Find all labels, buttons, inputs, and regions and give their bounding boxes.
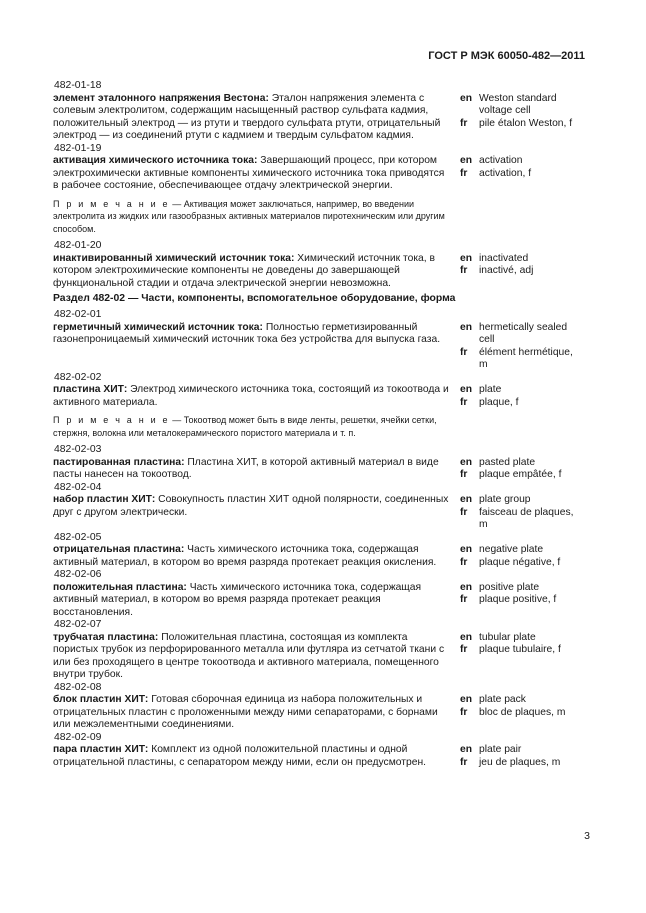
french-term: plaque, f [479,396,519,408]
term-name: элемент эталонного напряжения Вестона: [53,92,269,104]
lang-code-fr: fr [460,506,468,518]
translations [460,744,583,769]
lang-code-en: en [460,155,473,166]
term-number: 482-02-09 [54,731,102,743]
term-definition [53,155,451,193]
term-number: 482-02-06 [54,569,102,580]
document-header: ГОСТ Р МЭК 60050-482—2011 [428,50,585,62]
page-number: 3 [584,830,590,842]
term-definition [53,93,451,143]
term-entry [53,253,583,291]
term-number: 482-02-08 [54,681,102,693]
english-term: plate pair [479,744,522,755]
lang-code-fr: fr [460,594,468,605]
english-term: tubular plate [479,631,536,643]
lang-code-fr: fr [460,706,468,718]
translations [460,322,583,372]
term-name: трубчатая пластина: [53,631,159,643]
document-body [53,80,583,769]
definition-text: Готовая сборочная единица из набора положительных и отрицательных пластин с проложенными между ними сепараторами, с борнами или межэлементными соединениями. [53,694,438,730]
definition-text: Электрод химического источника тока, состоящий из токоотвода и активного материала. [53,384,449,408]
lang-code-fr: fr [460,265,468,276]
definition-text: Комплект из одной положительной пластины и одной отрицательной пластины, с сепаратором между ними, если он предусмотрен. [53,744,426,768]
term-note [53,414,451,439]
term-number: 482-01-18 [54,80,102,91]
term-definition [53,582,451,620]
term-definition [53,694,451,732]
lang-code-en: en [460,744,473,755]
term-number: 482-02-04 [54,481,102,493]
term-number: 482-02-03 [54,444,102,455]
english-term: negative plate [479,544,544,555]
definition-text: Эталон напряжения элемента с солевым электролитом, содержащим насыщенный раствор сульфата кадмия, положительный электрод — из ртути и твердого сульфата ртути, отрицательный электрод — из соединений ртути с кадмием и твердым сульфатом кадмия. [53,92,441,141]
french-term: jeu de plaques, m [479,756,561,768]
translations [460,155,583,193]
french-term: activation, f [479,167,532,179]
note-text: — Токоотвод может быть в виде ленты, решетки, ячейки сетки, стержня, волокна или металокерамического пористого материала и т. п. [53,415,437,438]
french-term: bloc de plaques, m [479,706,566,718]
term-name: герметичный химический источник тока: [53,321,263,333]
term-name: активация химического источника тока: [53,155,258,166]
lang-code-en: en [460,321,473,333]
definition-text: Химический источник тока, в котором электрохимические компоненты не доведены до завершающей функциональной стадии и отдача электрической энергии невозможна. [53,252,435,289]
term-name: положительная пластина: [53,581,187,593]
term-number: 482-02-02 [54,371,102,383]
note-label: П р и м е ч а н и е [53,198,170,209]
translations [460,457,583,482]
term-entry [53,694,583,732]
term-name: набор пластин ХИТ: [53,494,156,505]
term-definition [53,322,451,372]
term-name: пластина ХИТ: [53,384,128,395]
english-term: positive plate [479,581,540,593]
term-name: инактивированный химический источник тока: [53,252,295,264]
term-definition [53,457,451,482]
french-term: élément hermétique, m [479,346,573,370]
french-term: inactivé, adj [479,265,534,276]
term-entry [53,93,583,143]
french-term: faisceau de plaques, m [479,506,574,530]
lang-code-en: en [460,544,473,555]
english-term: Weston standard voltage cell [479,92,557,116]
term-definition [53,544,451,569]
translations [460,384,583,409]
french-term: plaque empâtée, f [479,469,562,480]
term-entry [53,322,583,372]
term-entry [53,494,583,532]
translations [460,93,583,143]
english-term: inactivated [479,252,529,264]
note-label: П р и м е ч а н и е [53,415,170,425]
term-name: пастированная пластина: [53,456,185,468]
lang-code-fr: fr [460,396,468,408]
english-term: pasted plate [479,456,536,468]
term-name: отрицательная пластина: [53,544,185,555]
lang-code-en: en [460,631,473,643]
term-definition [53,384,451,409]
term-entry [53,155,583,193]
french-term: plaque tubulaire, f [479,644,561,655]
definition-text: Завершающий процесс, при котором электрохимически активные компоненты химического источника тока приводятся в рабочее состояние, обеспечивающее отдачу электрической энергии. [53,155,445,191]
lang-code-en: en [460,456,473,468]
definition-text: Пластина ХИТ, в которой активный материал в виде пасты нанесен на токоотвод. [53,456,439,480]
translations [460,632,583,682]
definition-text: Полностью герметизированный газонепроницаемый химический источник тока без устройства для выпуска газа. [53,321,441,345]
lang-code-fr: fr [460,756,468,768]
english-term: plate group [479,494,531,505]
term-name: блок пластин ХИТ: [53,694,149,705]
french-term: plaque positive, f [479,594,557,605]
translations [460,253,583,291]
term-number: 482-02-07 [54,619,102,630]
term-entry [53,544,583,569]
term-number: 482-01-19 [54,142,102,154]
term-definition [53,494,451,532]
term-entry [53,384,583,409]
term-entry [53,744,583,769]
lang-code-fr: fr [460,644,468,655]
term-number: 482-01-20 [54,240,102,251]
lang-code-fr: fr [460,167,468,179]
note-text: — Активация может заключаться, например, во введении электролита из жидких или газообразных активных материалов пиротехническим или другим способом. [53,198,445,234]
lang-code-en: en [460,581,473,593]
definition-text: Совокупность пластин ХИТ одной полярности, соединенных друг с другом электрически. [53,494,449,518]
lang-code-en: en [460,384,473,395]
french-term: plaque négative, f [479,556,561,568]
translations [460,694,583,732]
term-definition [53,744,451,769]
lang-code-fr: fr [460,556,468,568]
term-number: 482-02-01 [54,309,102,320]
section-heading: Раздел 482-02 — Части, компоненты, вспомогательное оборудование, форма [53,293,456,304]
term-note [53,198,451,236]
term-entry [53,582,583,620]
definition-text: Положительная пластина, состоящая из комплекта пористых трубок из перфорированного металла или футляра из сетчатой ткани с или без проходящего в центре токоотвода и активного материала, помещенного внутри трубок. [53,631,445,680]
term-definition [53,632,451,682]
term-number: 482-02-05 [54,531,102,543]
english-term: plate pack [479,694,526,705]
definition-text: Часть химического источника тока, содержащая активный материал, в котором во время разряда протекает реакция восстановления. [53,581,422,618]
lang-code-fr: fr [460,469,468,480]
translations [460,494,583,532]
definition-text: Часть химического источника тока, содержащая активный материал, в котором во время разряда протекает реакция окисления. [53,544,437,568]
lang-code-fr: fr [460,346,468,358]
english-term: plate [479,384,502,395]
lang-code-en: en [460,92,473,104]
lang-code-en: en [460,252,473,264]
term-definition [53,253,451,291]
term-name: пара пластин ХИТ: [53,744,149,755]
english-term: activation [479,155,523,166]
lang-code-fr: fr [460,117,468,129]
term-entry [53,632,583,682]
lang-code-en: en [460,494,473,505]
term-entry [53,457,583,482]
english-term: hermetically sealed cell [479,321,568,345]
translations [460,544,583,569]
french-term: pile étalon Weston, f [479,117,573,129]
translations [460,582,583,620]
lang-code-en: en [460,694,473,705]
